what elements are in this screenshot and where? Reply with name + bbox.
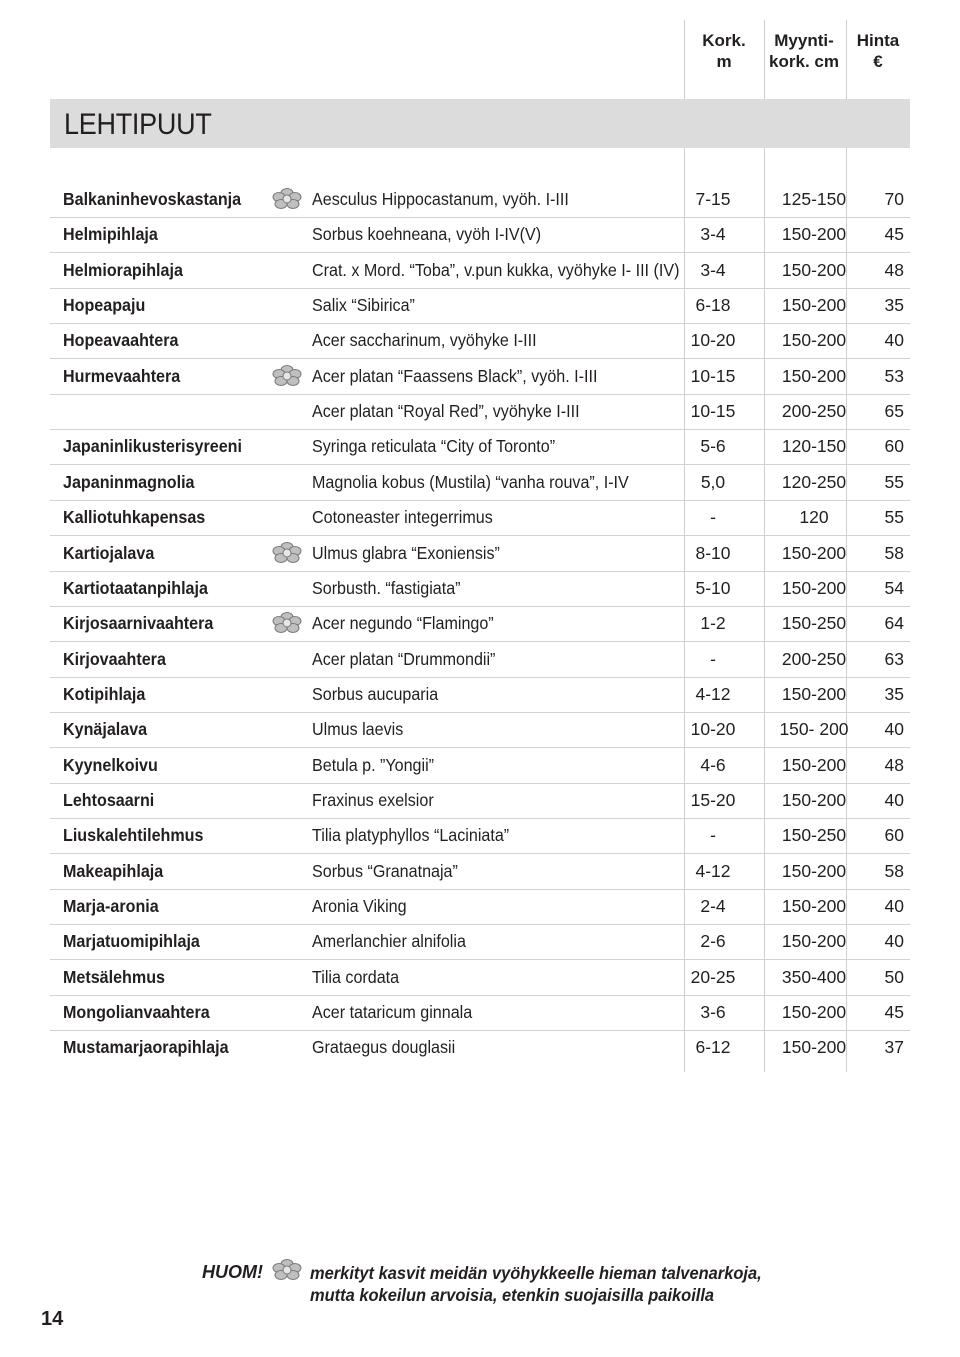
height-value: 10-20 xyxy=(690,330,736,351)
sale-height-value: 120-150 xyxy=(781,436,847,457)
latin-name: Acer negundo “Flamingo” xyxy=(312,613,494,634)
table-row xyxy=(50,748,910,784)
latin-name: Grataegus douglasii xyxy=(312,1037,456,1058)
latin-name: Crat. x Mord. “Toba”, v.pun kukka, vyöhyke I- III (IV) xyxy=(312,259,680,280)
plant-name: Mongolianvaahtera xyxy=(63,1002,210,1023)
height-value: 15-20 xyxy=(690,789,736,810)
latin-name: Tilia cordata xyxy=(312,966,400,987)
table-row xyxy=(50,182,910,218)
height-value: 2-6 xyxy=(700,931,726,952)
table-row xyxy=(50,854,910,890)
table-row xyxy=(50,818,910,854)
price-value: 37 xyxy=(884,1037,904,1058)
table-row xyxy=(50,571,910,607)
sale-height-value: 150-200 xyxy=(781,330,847,351)
plant-name: Hopeapaju xyxy=(63,295,146,316)
plant-name: Japaninmagnolia xyxy=(63,471,195,492)
price-value: 45 xyxy=(884,224,904,245)
plant-name: Japaninlikusterisyreeni xyxy=(63,436,242,457)
table-row xyxy=(50,323,910,359)
latin-name: Cotoneaster integerrimus xyxy=(312,507,493,528)
plant-name: Marjatuomipihlaja xyxy=(63,931,200,952)
plant-name: Kirjosaarnivaahtera xyxy=(63,613,214,634)
sale-height-value: 150-200 xyxy=(781,683,847,704)
footer-note: merkityt kasvit meidän vyöhykkeelle hieman talvenarkoja, mutta kokeilun arvoisia, etenkin suojaisilla paikoilla xyxy=(310,1263,762,1305)
sale-height-value: 200-250 xyxy=(781,648,847,669)
height-value: 8-10 xyxy=(695,542,731,563)
sale-height-value: 150-200 xyxy=(781,259,847,280)
page-number: 14 xyxy=(41,1308,64,1330)
price-value: 55 xyxy=(884,507,904,528)
plant-name: Mustamarjaorapihlaja xyxy=(63,1037,229,1058)
flower-icon xyxy=(272,612,302,634)
price-value: 58 xyxy=(884,860,904,881)
price-value: 40 xyxy=(884,330,904,351)
height-value: 10-20 xyxy=(690,719,736,740)
height-value: 10-15 xyxy=(690,401,736,422)
table-row xyxy=(50,924,910,960)
latin-name: Fraxinus exelsior xyxy=(312,789,434,810)
latin-name: Ulmus laevis xyxy=(312,719,404,740)
price-value: 40 xyxy=(884,789,904,810)
table-row xyxy=(50,677,910,713)
price-value: 53 xyxy=(884,365,904,386)
sale-height-value: 150-200 xyxy=(781,754,847,775)
section-title: LEHTIPUUT xyxy=(64,108,212,141)
price-value: 70 xyxy=(884,189,904,209)
latin-name: Aronia Viking xyxy=(312,896,407,916)
latin-name: Acer tataricum ginnala xyxy=(312,1002,473,1023)
header-sale-height: Myynti- kork. cm xyxy=(769,31,839,71)
sale-height-value: 150- 200 xyxy=(779,719,849,740)
height-value: - xyxy=(710,825,716,846)
sale-height-value: 350-400 xyxy=(781,966,847,987)
plant-name: Kotipihlaja xyxy=(63,683,146,704)
price-value: 40 xyxy=(884,719,904,740)
flower-icon xyxy=(272,542,302,564)
latin-name: Syringa reticulata “City of Toronto” xyxy=(312,436,556,457)
latin-name: Sorbus koehneana, vyöh I-IV(V) xyxy=(312,224,542,245)
height-value: 20-25 xyxy=(690,966,736,987)
latin-name: Magnolia kobus (Mustila) “vanha rouva”, I-IV xyxy=(312,471,629,492)
plant-name: Makeapihlaja xyxy=(63,860,164,881)
latin-name: Ulmus glabra “Exoniensis” xyxy=(312,542,500,563)
sale-height-value: 150-200 xyxy=(781,365,847,386)
price-value: 64 xyxy=(884,613,904,634)
sale-height-value: 150-250 xyxy=(781,825,847,846)
sale-height-value: 150-200 xyxy=(781,577,847,598)
sale-height-value: 150-250 xyxy=(781,613,847,634)
price-value: 60 xyxy=(884,825,904,846)
height-value: 5,0 xyxy=(700,471,726,492)
sale-height-value: 120-250 xyxy=(781,471,847,492)
plant-name: Marja-aronia xyxy=(63,896,159,916)
height-value: 1-2 xyxy=(700,613,726,634)
table-row xyxy=(50,500,910,536)
plant-name: Kartiojalava xyxy=(63,542,155,563)
price-value: 54 xyxy=(884,577,904,598)
table-row xyxy=(50,465,910,501)
sale-height-value: 150-200 xyxy=(781,789,847,810)
sale-height-value: 120 xyxy=(799,507,829,528)
height-value: 5-10 xyxy=(695,577,731,598)
price-value: 60 xyxy=(884,436,904,457)
table-row xyxy=(50,783,910,819)
table-row xyxy=(50,429,910,465)
flower-icon xyxy=(272,188,302,210)
height-value: 5-6 xyxy=(700,436,726,457)
footer-huom: HUOM! xyxy=(202,1262,263,1282)
plant-name: Metsälehmus xyxy=(63,966,166,987)
sale-height-value: 150-200 xyxy=(781,896,847,916)
price-value: 55 xyxy=(884,471,904,492)
table-row xyxy=(50,217,910,253)
sale-height-value: 200-250 xyxy=(781,401,847,422)
plant-name: Lehtosaarni xyxy=(63,789,155,810)
price-value: 35 xyxy=(884,295,904,316)
table-row xyxy=(50,642,910,678)
plant-name: Kartiotaatanpihlaja xyxy=(63,577,208,598)
height-value: 4-6 xyxy=(700,754,726,775)
height-value: - xyxy=(710,648,716,669)
height-value: 7-15 xyxy=(695,189,731,209)
table-row xyxy=(50,889,910,925)
latin-name: Acer saccharinum, vyöhyke I-III xyxy=(312,330,537,351)
plant-name: Liuskalehtilehmus xyxy=(63,825,204,846)
price-value: 35 xyxy=(884,683,904,704)
table-row xyxy=(50,995,910,1031)
table-row xyxy=(50,359,910,395)
latin-name: Sorbus “Granatnaja” xyxy=(312,860,458,881)
table-row xyxy=(50,253,910,289)
plant-name: Kirjovaahtera xyxy=(63,648,166,669)
latin-name: Sorbus aucuparia xyxy=(312,683,439,704)
plant-name: Hurmevaahtera xyxy=(63,365,181,386)
plant-name: Helmiorapihlaja xyxy=(63,259,183,280)
latin-name: Acer platan “Drummondii” xyxy=(312,648,496,669)
height-value: 4-12 xyxy=(695,683,731,704)
latin-name: Salix “Sibirica” xyxy=(312,295,415,316)
height-value: 6-12 xyxy=(695,1037,731,1058)
latin-name: Amerlanchier alnifolia xyxy=(312,931,466,952)
height-value: 3-4 xyxy=(700,259,726,280)
sale-height-value: 150-200 xyxy=(781,1037,847,1058)
price-value: 65 xyxy=(884,401,904,422)
plant-name: Hopeavaahtera xyxy=(63,330,179,351)
price-value: 50 xyxy=(884,966,904,987)
latin-name: Sorbusth. “fastigiata” xyxy=(312,577,461,598)
height-value: 3-6 xyxy=(700,1002,726,1023)
table-row xyxy=(50,712,910,748)
height-value: 2-4 xyxy=(700,896,726,916)
latin-name: Aesculus Hippocastanum, vyöh. I-III xyxy=(312,189,569,209)
latin-name: Acer platan “Royal Red”, vyöhyke I-III xyxy=(312,401,580,422)
sale-height-value: 150-200 xyxy=(781,1002,847,1023)
table-row xyxy=(50,394,910,430)
header-price: Hinta € xyxy=(856,31,900,71)
sale-height-value: 150-200 xyxy=(781,931,847,952)
height-value: 10-15 xyxy=(690,365,736,386)
table-row xyxy=(50,536,910,572)
table-row xyxy=(50,288,910,324)
plant-name: Kalliotuhkapensas xyxy=(63,507,206,528)
table-row xyxy=(50,1030,910,1065)
height-value: 4-12 xyxy=(695,860,731,881)
plant-name: Kyynelkoivu xyxy=(63,754,158,775)
flower-icon xyxy=(272,1259,302,1281)
latin-name: Tilia platyphyllos “Laciniata” xyxy=(312,825,510,846)
plant-name: Kynäjalava xyxy=(63,719,148,740)
latin-name: Acer platan “Faassens Black”, vyöh. I-III xyxy=(312,365,598,386)
sale-height-value: 125-150 xyxy=(781,189,847,209)
height-value: 3-4 xyxy=(700,224,726,245)
latin-name: Betula p. ”Yongii” xyxy=(312,754,435,775)
table-row xyxy=(50,606,910,642)
sale-height-value: 150-200 xyxy=(781,542,847,563)
price-value: 45 xyxy=(884,1002,904,1023)
price-value: 40 xyxy=(884,896,904,916)
price-value: 48 xyxy=(884,259,904,280)
height-value: 6-18 xyxy=(695,295,731,316)
plant-name: Helmipihlaja xyxy=(63,224,158,245)
flower-icon xyxy=(272,365,302,387)
section-header xyxy=(50,99,910,148)
price-value: 40 xyxy=(884,931,904,952)
plant-name: Balkaninhevoskastanja xyxy=(63,189,242,209)
sale-height-value: 150-200 xyxy=(781,224,847,245)
height-value: - xyxy=(710,507,716,528)
table-row xyxy=(50,960,910,996)
price-value: 63 xyxy=(884,648,904,669)
header-height: Kork. m xyxy=(702,31,746,71)
sale-height-value: 150-200 xyxy=(781,860,847,881)
price-value: 48 xyxy=(884,754,904,775)
price-value: 58 xyxy=(884,542,904,563)
sale-height-value: 150-200 xyxy=(781,295,847,316)
